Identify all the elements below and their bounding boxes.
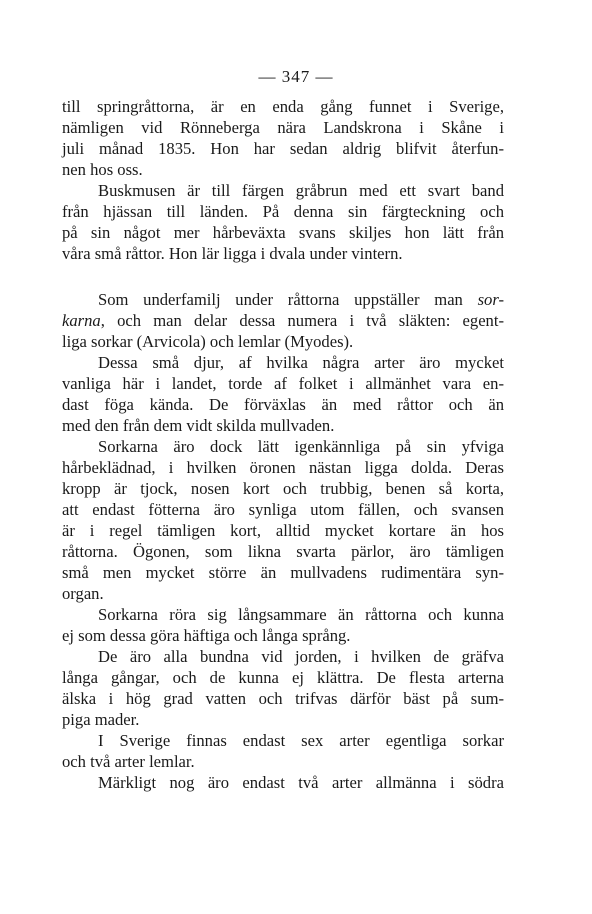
text-line: på sin något mer hårbeväxta svans skiljes hon lätt från bbox=[62, 223, 504, 242]
text-block-bottom bbox=[62, 289, 504, 793]
text-line: I Sverige finnas endast sex arter egentliga sorkar bbox=[98, 731, 504, 750]
text-line: piga mader. bbox=[62, 710, 140, 729]
text-line: små men mycket större än mullvadens rudimentära syn- bbox=[62, 563, 504, 582]
italic-term: sor- bbox=[477, 290, 504, 309]
intro-text: , och man delar dessa numera i två släkten: egent- bbox=[100, 311, 504, 330]
text-line: kropp är tjock, nosen kort och trubbig, benen så korta, bbox=[62, 479, 504, 498]
page-number: — 347 — bbox=[258, 67, 334, 86]
paragraph-group-bottom bbox=[62, 331, 504, 793]
text-line: till springråttorna, är en enda gång funnet i Sverige, bbox=[62, 97, 504, 116]
intro-text: Som underfamilj under råttorna uppställer man bbox=[98, 290, 478, 309]
text-line: nen hos oss. bbox=[62, 160, 143, 179]
text-line: Märkligt nog äro endast två arter allmänna i södra bbox=[98, 773, 504, 792]
text-line: Dessa små djur, af hvilka några arter äro mycket bbox=[98, 353, 504, 372]
text-line: ej som dessa göra häftiga och långa språng. bbox=[62, 626, 351, 645]
text-block-top bbox=[62, 96, 504, 264]
text-line-intro-1 bbox=[62, 289, 504, 310]
text-line: De äro alla bundna vid jorden, i hvilken de gräfva bbox=[98, 647, 504, 666]
text-line: Buskmusen är till färgen gråbrun med ett svart band bbox=[98, 181, 504, 200]
text-line: att endast fötterna äro synliga utom fällen, och svansen bbox=[62, 500, 504, 519]
text-line: organ. bbox=[62, 584, 104, 603]
text-line: från hjässan till länden. På denna sin färgteckning och bbox=[62, 202, 504, 221]
text-line: Sorkarna äro dock lätt igenkännliga på sin yfviga bbox=[98, 437, 504, 456]
italic-term: karna bbox=[62, 311, 101, 330]
text-line: juli månad 1835. Hon har sedan aldrig blifvit återfun- bbox=[62, 139, 504, 158]
text-line: långa gångar, och de kunna ej klättra. De flesta arterna bbox=[62, 668, 504, 687]
text-line: dast föga kända. De förväxlas än med råttor och än bbox=[62, 395, 504, 414]
text-line: och två arter lemlar. bbox=[62, 752, 195, 771]
text-line: älska i hög grad vatten och trifvas därför bäst på sum- bbox=[62, 689, 504, 708]
text-line: vanliga här i landet, torde af folket i allmänhet vara en- bbox=[62, 374, 504, 393]
text-line-intro-2 bbox=[62, 310, 504, 331]
text-line: liga sorkar (Arvicola) och lemlar (Myodes). bbox=[62, 332, 354, 351]
text-line: råttorna. Ögonen, som likna svarta pärlor, äro tämligen bbox=[62, 542, 504, 561]
text-line: med den från dem vidt skilda mullvaden. bbox=[62, 416, 335, 435]
paragraph-group-top bbox=[62, 96, 504, 264]
text-line: är i regel tämligen kort, alltid mycket kortare än hos bbox=[62, 521, 504, 540]
text-line: våra små råttor. Hon lär ligga i dvala under vintern. bbox=[62, 244, 403, 263]
text-line: nämligen vid Rönneberga nära Landskrona i Skåne i bbox=[62, 118, 504, 137]
text-line: hårbeklädnad, i hvilken öronen nästan ligga dolda. Deras bbox=[62, 458, 504, 477]
text-line: Sorkarna röra sig långsammare än råttorna och kunna bbox=[98, 605, 504, 624]
